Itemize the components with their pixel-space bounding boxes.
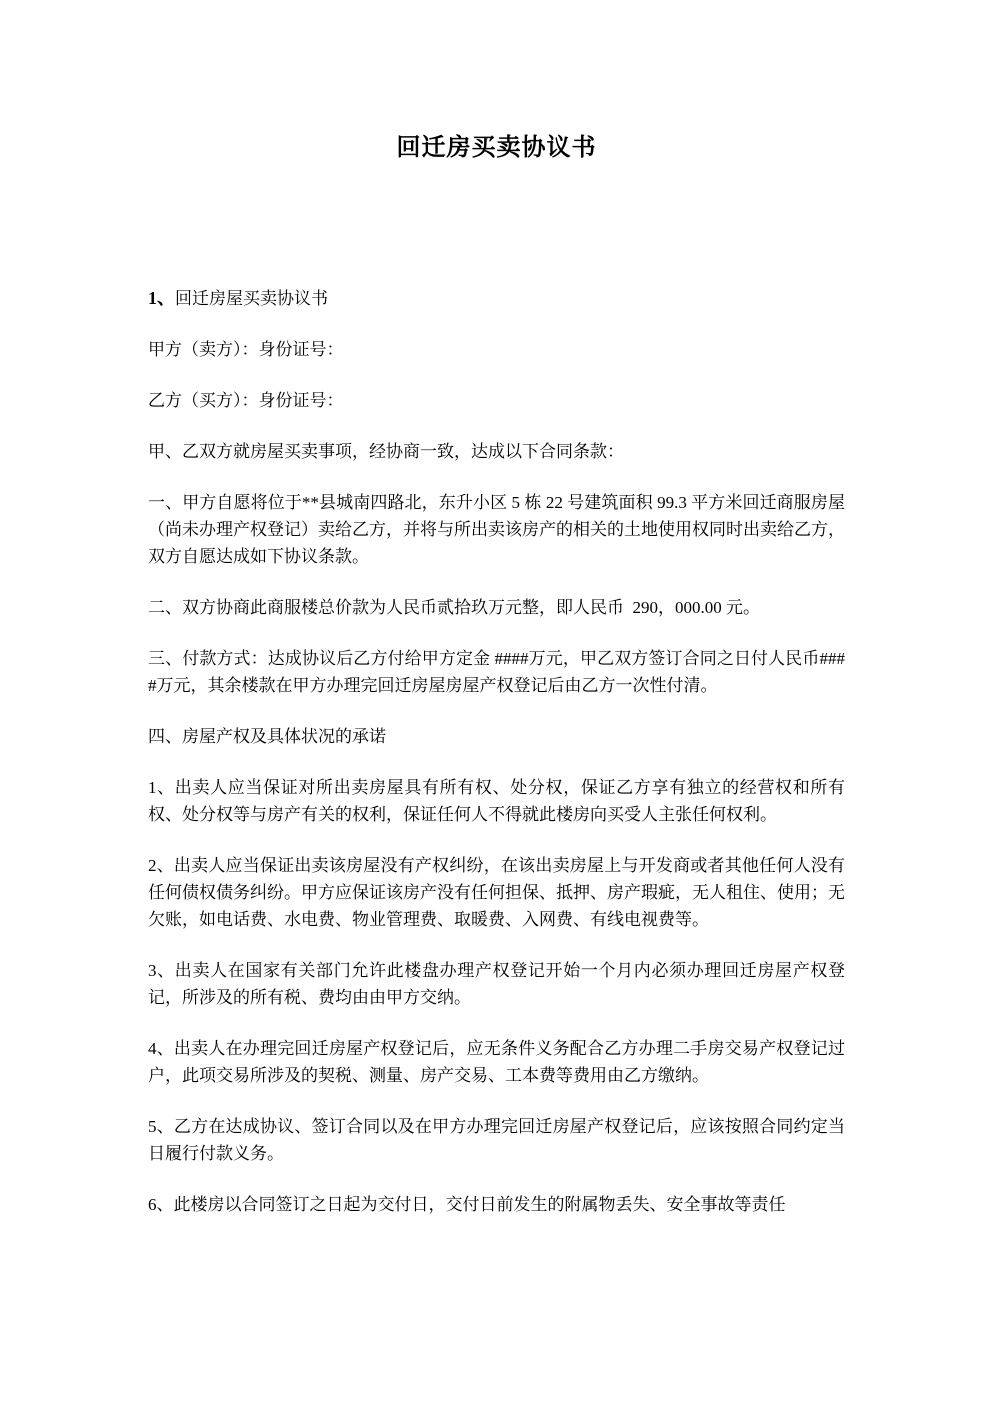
commitment-4-transfer-cooperation: 4、出卖人在办理完回迁房屋产权登记后，应无条件义务配合乙方办理二手房交易产权登记过户，此项交易所涉及的契税、测量、房产交易、工本费等费用由乙方缴纳。 bbox=[148, 1039, 845, 1085]
commitment-5-payment-obligation: 5、乙方在达成协议、签订合同以及在甲方办理完回迁房屋产权登记后，应该按照合同约定当日履行付款义务。 bbox=[148, 1117, 845, 1163]
commitment-2-no-disputes: 2、出卖人应当保证出卖该房屋没有产权纠纷，在该出卖房屋上与开发商或者其他任何人没有任何债权债务纠纷。甲方应保证该房产没有任何担保、抵押、房产瑕疵，无人租住、使用；无欠账，如电话费、水电费、物业管理费、取暖费、入网费、有线电视费等。 bbox=[148, 856, 845, 929]
clause-3-payment-method: 三、付款方式：达成协议后乙方付给甲方定金 ####万元，甲乙双方签订合同之日付人民币####万元，其余楼款在甲方办理完回迁房屋房屋产权登记后由乙方一次性付清。 bbox=[148, 649, 845, 695]
heading-text: 回迁房屋买卖协议书 bbox=[175, 289, 328, 308]
paragraph-party-b: 乙方（买方）：身份证号： bbox=[148, 391, 344, 410]
paragraph-preamble: 甲、乙双方就房屋买卖事项，经协商一致，达成以下合同条款： bbox=[148, 442, 624, 461]
commitment-1-ownership-rights: 1、出卖人应当保证对所出卖房屋具有所有权、处分权，保证乙方享有独立的经营权和所有权、处分权等与房产有关的权利，保证任何人不得就此楼房向买受人主张任何权利。 bbox=[148, 778, 845, 824]
commitment-6-delivery-date: 6、此楼房以合同签订之日起为交付日，交付日前发生的附属物丢失、安全事故等责任 bbox=[148, 1195, 786, 1214]
clause-4-ownership-heading: 四、房屋产权及具体状况的承诺 bbox=[148, 727, 386, 746]
paragraph-party-a: 甲方（卖方）：身份证号： bbox=[148, 340, 344, 359]
document-title: 回迁房买卖协议书 bbox=[396, 135, 597, 161]
clause-1-property-description: 一、甲方自愿将位于**县城南四路北，东升小区 5 栋 22 号建筑面积 99.3 平方米回迁商服房屋（尚未办理产权登记）卖给乙方，并将与所出卖该房产的相关的土地使用权同时出卖给乙方，双方自愿达成如下协议条款。 bbox=[148, 493, 845, 566]
heading-number: 1、 bbox=[148, 288, 175, 308]
commitment-3-registration-taxes: 3、出卖人在国家有关部门允许此楼盘办理产权登记开始一个月内必须办理回迁房屋产权登记，所涉及的所有税、费均由由甲方交纳。 bbox=[148, 961, 845, 1007]
agreement-heading bbox=[148, 285, 845, 312]
clause-2-total-price: 二、双方协商此商服楼总价款为人民币贰拾玖万元整，即人民币 290，000.00 元。 bbox=[148, 598, 760, 617]
